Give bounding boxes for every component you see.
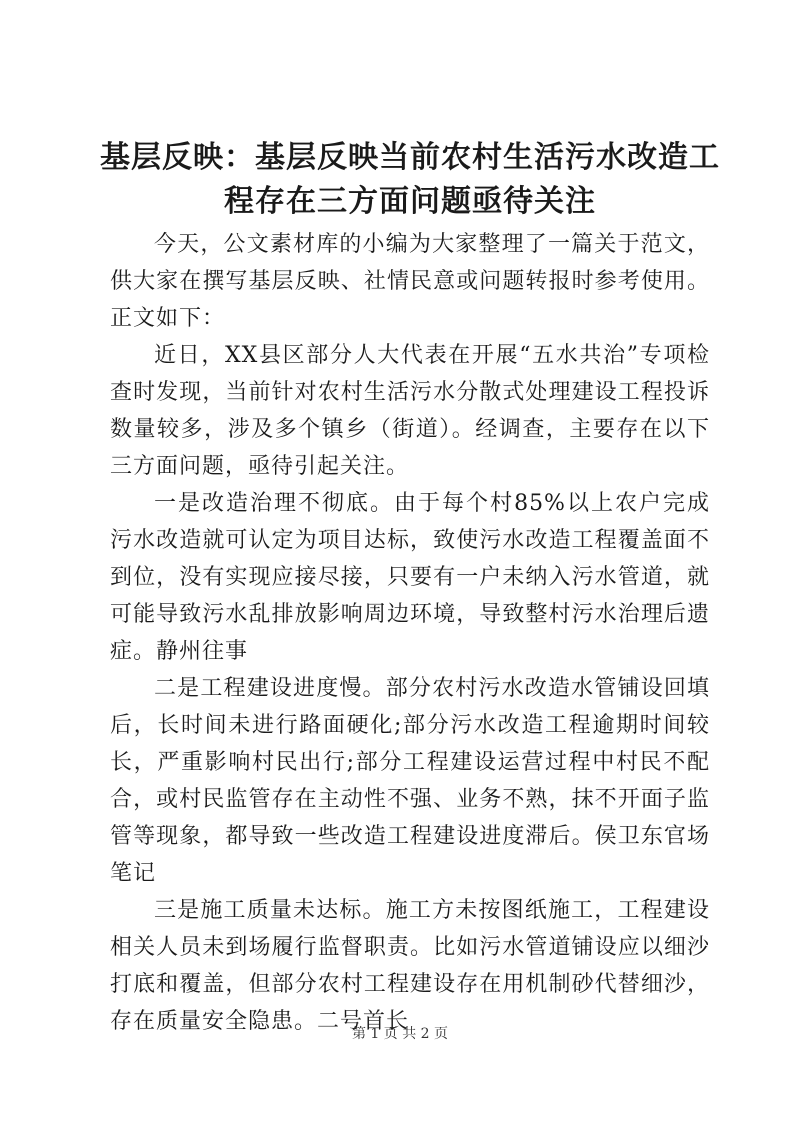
document-title: 基层反映：基层反映当前农村生活污水改造工程存在三方面问题亟待关注 [100, 140, 720, 219]
paragraph-issue-2: 二是工程建设进度慢。部分农村污水改造水管铺设回填后，长时间未进行路面硬化;部分污水改造工程逾期时间较长，严重影响村民出行;部分工程建设运营过程中村民不配合，或村民监管存在主动性不强、业务不熟，抹不开面子监管等现象，都导致一些改造工程建设进度滞后。侯卫东官场笔记 [110, 676, 710, 886]
paragraph-issue-1: 一是改造治理不彻底。由于每个村85%以上农户完成污水改造就可认定为项目达标，致使污水改造工程覆盖面不到位，没有实现应接尽接，只要有一户未纳入污水管道，就可能导致污水乱排放影响周边环境，导致整村污水治理后遗症。静州往事 [110, 491, 710, 664]
page-number: 第 1 页 共 2 页 [351, 1026, 449, 1042]
document-body [110, 226, 710, 1040]
paragraph-intro: 今天，公文素材库的小编为大家整理了一篇关于范文，供大家在撰写基层反映、社情民意或问题转报时参考使用。正文如下： [110, 232, 710, 331]
paragraph-overview: 近日，XX县区部分人大代表在开展“五水共治”专项检查时发现，当前针对农村生活污水分散式处理建设工程投诉数量较多，涉及多个镇乡（街道）。经调查，主要存在以下三方面问题，亟待引起关注。 [110, 343, 710, 479]
paragraph-issue-3: 三是施工质量未达标。施工方未按图纸施工，工程建设相关人员未到场履行监督职责。比如污水管道铺设应以细沙打底和覆盖，但部分农村工程建设存在用机制砂代替细沙，存在质量安全隐患。二号首长 [110, 898, 710, 1034]
